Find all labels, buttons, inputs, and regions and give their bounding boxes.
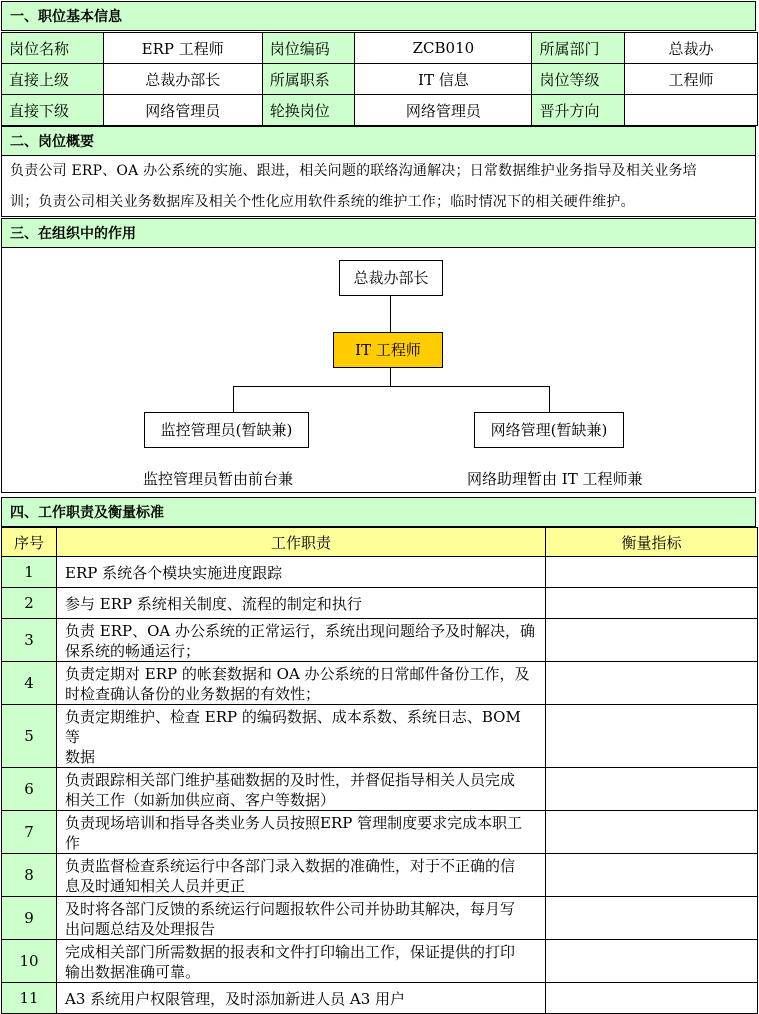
row-metric — [546, 897, 758, 940]
row-duty — [57, 619, 546, 662]
section-summary-title: 二、岗位概要 — [1, 126, 756, 156]
row-index: 2 — [2, 588, 57, 619]
org-node-monitor-admin: 监控管理员(暂缺兼) — [144, 412, 309, 448]
row-index: 8 — [2, 854, 57, 897]
header-metric: 衡量指标 — [546, 528, 758, 557]
row-index: 11 — [2, 983, 57, 1014]
table-row — [2, 768, 758, 811]
row-index: 1 — [2, 557, 57, 588]
row-duty — [57, 897, 546, 940]
org-connector — [233, 386, 550, 387]
org-connector — [549, 386, 550, 412]
row-duty — [57, 854, 546, 897]
table-row — [2, 588, 758, 619]
table-row — [2, 811, 758, 854]
row-metric — [546, 768, 758, 811]
row-index: 4 — [2, 662, 57, 705]
duty-text: 负责监督检查系统运行中各部门录入数据的准确性，对于不正确的信 — [65, 857, 516, 875]
duty-text: 息及时通知相关人员并更正 — [65, 877, 246, 895]
row-metric — [546, 588, 758, 619]
summary-line: 训；负责公司相关业务数据库及相关个性化应用软件系统的维护工作；临时情况下的相关硬件维护。 — [10, 194, 635, 210]
row-index: 3 — [2, 619, 57, 662]
org-chart — [1, 247, 756, 493]
value-job-family: IT 信息 — [355, 64, 532, 95]
value-rotation-position: 网络管理员 — [355, 95, 532, 126]
label-direct-subordinate: 直接下级 — [2, 95, 104, 126]
duty-text: 及时将各部门反馈的系统运行问题报软件公司并协助其解决，每月写 — [65, 900, 516, 918]
org-connector — [233, 386, 234, 412]
duty-text: 负责现场培训和指导各类业务人员按照ERP 管理制度要求完成本职工 — [65, 814, 523, 832]
org-node-network-admin: 网络管理(暂缺兼) — [474, 412, 624, 448]
org-node-superior: 总裁办部长 — [339, 260, 443, 296]
label-direct-superior: 直接上级 — [2, 64, 104, 95]
duty-text: 负责定期对 ERP 的帐套数据和 OA 办公系统的日常邮件备份工作，及 — [65, 665, 530, 683]
label-promotion-path: 晋升方向 — [532, 95, 625, 126]
table-row — [2, 557, 758, 588]
section-org-role-title: 三、在组织中的作用 — [1, 218, 756, 248]
row-duty — [57, 811, 546, 854]
row-duty — [57, 768, 546, 811]
row-index: 9 — [2, 897, 57, 940]
duty-text: 时检查确认备份的业务数据的有效性； — [65, 685, 321, 703]
row-metric — [546, 557, 758, 588]
table-row — [2, 983, 758, 1014]
section-duties-title: 四、工作职责及衡量标准 — [1, 497, 756, 527]
label-job-grade: 岗位等级 — [532, 64, 625, 95]
duties-table — [1, 527, 758, 1014]
basic-info-table — [1, 32, 758, 126]
row-duty — [57, 940, 546, 983]
table-row — [2, 662, 758, 705]
row-index: 10 — [2, 940, 57, 983]
duty-text: 负责 ERP、OA 办公系统的正常运行，系统出现问题给予及时解决，确 — [65, 622, 536, 640]
duty-text: 保系统的畅通运行； — [65, 642, 201, 660]
duty-text: ERP 系统各个模块实施进度跟踪 — [65, 563, 283, 582]
row-duty — [57, 705, 546, 768]
row-metric — [546, 811, 758, 854]
row-duty — [57, 983, 546, 1014]
org-note-network: 网络助理暂由 IT 工程师兼 — [467, 470, 643, 488]
row-metric — [546, 854, 758, 897]
value-position-code: ZCB010 — [355, 33, 532, 64]
row-metric — [546, 705, 758, 768]
value-promotion-path — [625, 95, 758, 126]
label-rotation-position: 轮换岗位 — [262, 95, 355, 126]
table-row — [2, 705, 758, 768]
duty-text: 负责定期维护、检查 ERP 的编码数据、成本系数、系统日志、BOM 等 — [65, 708, 521, 746]
duty-text: 作 — [65, 834, 81, 852]
table-row — [2, 854, 758, 897]
org-node-it-engineer: IT 工程师 — [333, 332, 443, 368]
value-position-name: ERP 工程师 — [103, 33, 262, 64]
label-job-family: 所属职系 — [262, 64, 355, 95]
row-metric — [546, 940, 758, 983]
org-connector — [390, 296, 391, 332]
section-basic-info-title: 一、职位基本信息 — [1, 1, 756, 31]
basic-info-row — [2, 95, 758, 126]
label-position-name: 岗位名称 — [2, 33, 104, 64]
row-metric — [546, 662, 758, 705]
row-metric — [546, 983, 758, 1014]
duty-text: 出问题总结及处理报告 — [65, 920, 216, 938]
label-department: 所属部门 — [532, 33, 625, 64]
table-row — [2, 940, 758, 983]
label-position-code: 岗位编码 — [262, 33, 355, 64]
row-index: 6 — [2, 768, 57, 811]
duties-header-row — [2, 528, 758, 557]
org-connector — [390, 368, 391, 386]
summary-line: 负责公司 ERP、OA 办公系统的实施、跟进，相关问题的联络沟通解决；日常数据维护业务指导及相关业务培 — [10, 163, 697, 179]
position-summary — [1, 155, 756, 217]
row-metric — [546, 619, 758, 662]
header-index: 序号 — [2, 528, 57, 557]
row-duty — [57, 662, 546, 705]
row-duty — [57, 588, 546, 619]
row-index: 7 — [2, 811, 57, 854]
org-note-monitor: 监控管理员暂由前台兼 — [143, 470, 294, 488]
duty-text: 参与 ERP 系统相关制度、流程的制定和执行 — [65, 594, 362, 613]
table-row — [2, 897, 758, 940]
duty-text: A3 系统用户权限管理，及时添加新进人员 A3 用户 — [65, 989, 406, 1008]
value-job-grade: 工程师 — [625, 64, 758, 95]
value-direct-superior: 总裁办部长 — [103, 64, 262, 95]
basic-info-row — [2, 33, 758, 64]
row-index: 5 — [2, 705, 57, 768]
basic-info-row — [2, 64, 758, 95]
header-duty: 工作职责 — [57, 528, 546, 557]
value-department: 总裁办 — [625, 33, 758, 64]
duty-text: 负责跟踪相关部门维护基础数据的及时性，并督促指导相关人员完成 — [65, 771, 516, 789]
duty-text: 输出数据准确可靠。 — [65, 963, 201, 981]
duty-text: 相关工作（如新加供应商、客户等数据） — [65, 791, 336, 809]
duty-text: 完成相关部门所需数据的报表和文件打印输出工作，保证提供的打印 — [65, 943, 516, 961]
row-duty — [57, 557, 546, 588]
duty-text: 数据 — [65, 748, 96, 766]
value-direct-subordinate: 网络管理员 — [103, 95, 262, 126]
table-row — [2, 619, 758, 662]
